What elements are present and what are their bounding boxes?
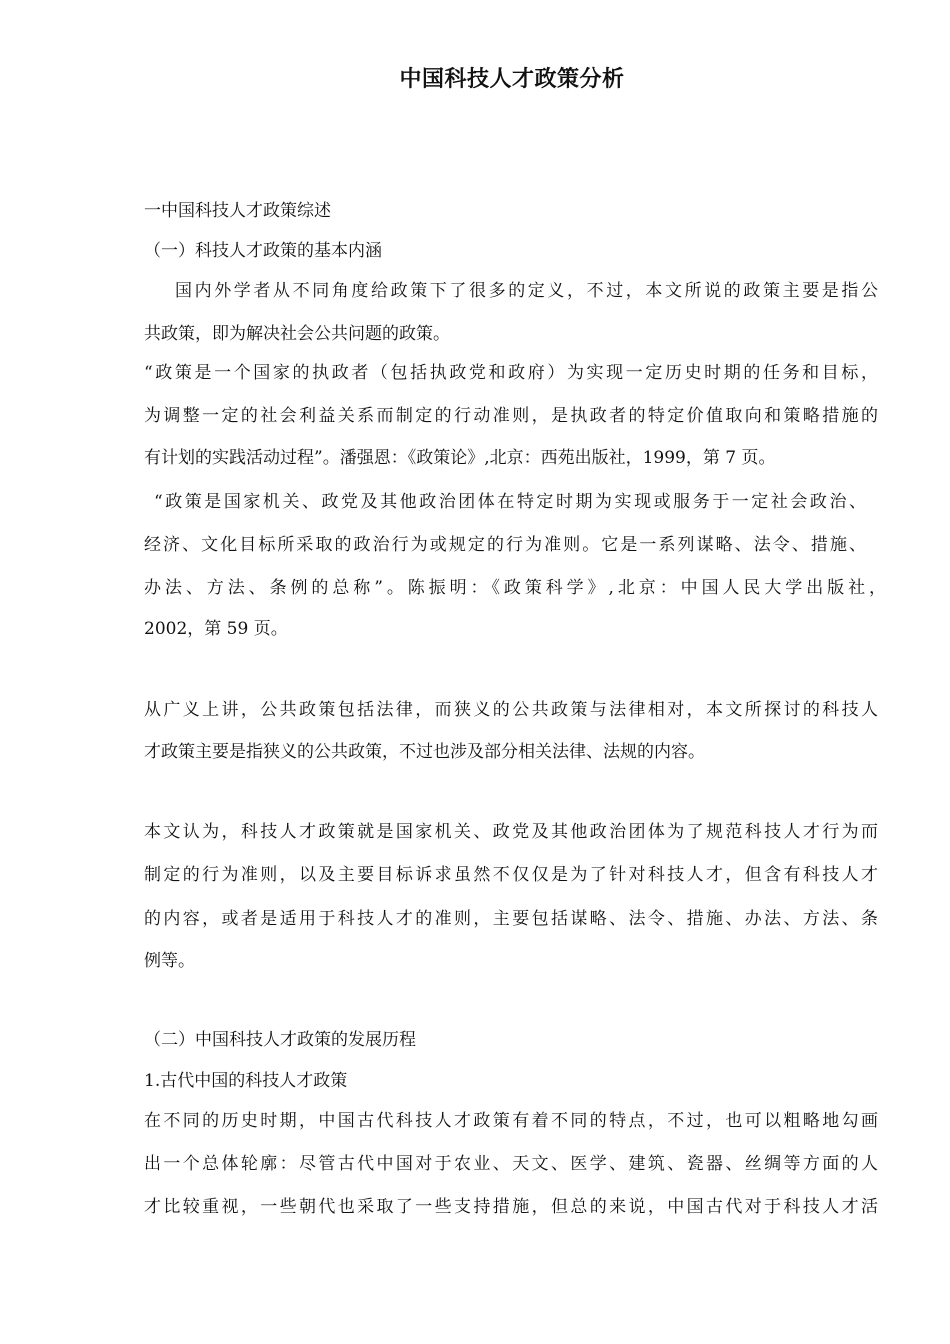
paragraph-line: 从广义上讲，公共政策包括法律，而狭义的公共政策与法律相对，本文所探讨的科技人 [144, 700, 878, 720]
paragraph-line: 本文认为，科技人才政策就是国家机关、政党及其他政治团体为了规范科技人才行为而 [144, 822, 878, 842]
paragraph-line: 为调整一定的社会利益关系而制定的行动准则，是执政者的特定价值取向和策略措施的 [144, 406, 878, 426]
paragraph-line: 国内外学者从不同角度给政策下了很多的定义，不过，本文所说的政策主要是指公 [175, 281, 878, 301]
paragraph-line: 才政策主要是指狭义的公共政策，不过也涉及部分相关法律、法规的内容。 [144, 742, 705, 762]
paragraph-line: 共政策，即为解决社会公共问题的政策。 [144, 324, 450, 344]
paragraph-line: 才比较重视，一些朝代也采取了一些支持措施，但总的来说，中国古代对于科技人才活 [144, 1197, 878, 1217]
paragraph-line: 的内容，或者是适用于科技人才的准则，主要包括谋略、法令、措施、办法、方法、条 [144, 909, 878, 929]
subsubsection-heading: 1.古代中国的科技人才政策 [144, 1071, 348, 1091]
paragraph-line: “政策是一个国家的执政者（包括执政党和政府）为实现一定历史时期的任务和目标， [144, 363, 878, 383]
subsection-heading: （二）中国科技人才政策的发展历程 [144, 1030, 416, 1050]
paragraph-line: 2002，第 59 页。 [144, 619, 288, 639]
paragraph-line: “政策是国家机关、政党及其他政治团体在特定时期为实现或服务于一定社会政治、 [154, 492, 866, 512]
paragraph-line: 经济、文化目标所采取的政治行为或规定的行为准则。它是一系列谋略、法令、措施、 [144, 535, 866, 555]
paragraph-line: 出一个总体轮廓：尽管古代中国对于农业、天文、医学、建筑、瓷器、丝绸等方面的人 [144, 1154, 878, 1174]
section-heading: 一中国科技人才政策综述 [144, 201, 331, 221]
paragraph-line: 例等。 [144, 951, 195, 971]
paragraph-line: 在不同的历史时期，中国古代科技人才政策有着不同的特点，不过，也可以粗略地勾画 [144, 1111, 878, 1131]
paragraph-line: 制定的行为准则，以及主要目标诉求虽然不仅仅是为了针对科技人才，但含有科技人才 [144, 865, 878, 885]
subsection-heading: （一）科技人才政策的基本内涵 [144, 241, 382, 261]
paragraph-line: 办法、方法、条例的总称”。陈振明：《政策科学》,北京：中国人民大学出版社， [144, 578, 886, 598]
document-title: 中国科技人才政策分析 [399, 67, 625, 92]
paragraph-line: 有计划的实践活动过程”。潘强恩：《政策论》,北京：西苑出版社，1999，第 7 页。 [144, 448, 776, 468]
